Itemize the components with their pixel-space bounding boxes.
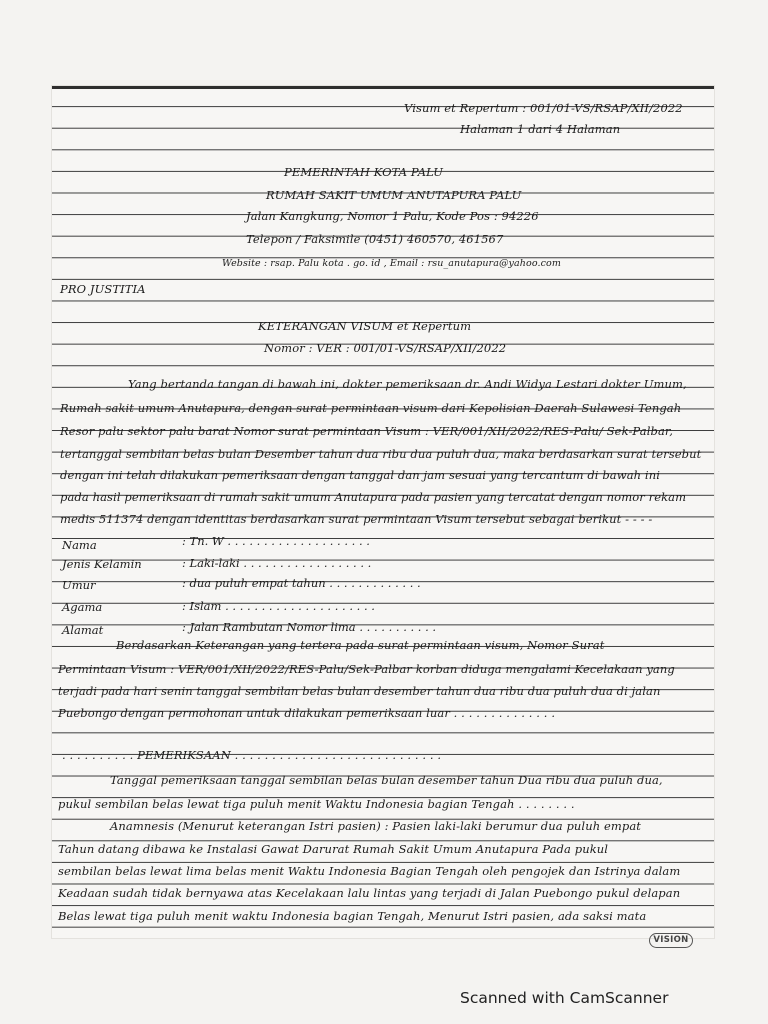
- page-number: Halaman 1 dari 4 Halaman: [460, 122, 621, 136]
- intro-line: tertanggal sembilan belas bulan Desember tahun dua ribu dua puluh dua, maka berdasarkan surat tersebut: [60, 447, 702, 461]
- body-line: terjadi pada hari senin tanggal sembilan belas bulan desember tahun dua ribu dua puluh dua di jalan: [58, 684, 661, 698]
- body-line: Permintaan Visum : VER/001/XII/2022/RES-Palu/Sek-Palbar korban diduga mengalami Kecelakaan yang: [58, 662, 675, 676]
- exam-line: Keadaan sudah tidak bernyawa atas Kecelakaan lalu lintas yang terjadi di Jalan Puebongo pukul delapan: [58, 886, 681, 900]
- identity-value: : Islam . . . . . . . . . . . . . . . . . . . . .: [182, 599, 375, 613]
- identity-value: : Tn. W . . . . . . . . . . . . . . . . . . . .: [182, 534, 370, 548]
- hospital-web: Website : rsap. Palu kota . go. id , Email : rsu_anutapura@yahoo.com: [222, 258, 561, 269]
- pro-justitia: PRO JUSTITIA: [60, 282, 146, 296]
- document-number: Nomor : VER : 001/01-VS/RSAP/XII/2022: [264, 341, 507, 355]
- exam-line: Anamnesis (Menurut keterangan Istri pasien) : Pasien laki-laki berumur dua puluh empat: [110, 819, 642, 833]
- intro-line: medis 511374 dengan identitas berdasarkan surat permintaan Visum tersebut sebagai berikut - - - -: [60, 512, 653, 526]
- intro-line: pada hasil pemeriksaan di rumah sakit umum Anutapura pada pasien yang tercatat dengan nomor rekam: [60, 490, 687, 504]
- hospital-phone: Telepon / Faksimile (0451) 460570, 461567: [246, 232, 504, 246]
- body-line: Berdasarkan Keterangan yang tertera pada surat permintaan visum, Nomor Surat: [116, 638, 605, 652]
- vision-brand-stamp: VISION: [649, 933, 693, 948]
- intro-line: Resor palu sektor palu barat Nomor surat permintaan Visum : VER/001/XII/2022/RES-Palu/ Sek-Palbar,: [60, 424, 673, 438]
- identity-label: Nama: [62, 538, 97, 552]
- intro-line: dengan ini telah dilakukan pemeriksaan dengan tanggal dan jam sesuai yang tercantum di bawah ini: [60, 468, 660, 482]
- identity-label: Jenis Kelamin: [62, 557, 142, 571]
- hospital-name: RUMAH SAKIT UMUM ANUTAPURA PALU: [266, 188, 522, 202]
- body-line: Puebongo dengan permohonan untuk dilakukan pemeriksaan luar . . . . . . . . . . . . . .: [58, 706, 556, 720]
- identity-label: Agama: [62, 600, 103, 614]
- exam-line: Tanggal pemeriksaan tanggal sembilan belas bulan desember tahun Dua ribu dua puluh dua,: [110, 773, 663, 787]
- exam-line: Tahun datang dibawa ke Instalasi Gawat Darurat Rumah Sakit Umum Anutapura Pada pukul: [58, 842, 609, 856]
- identity-value: : Laki-laki . . . . . . . . . . . . . . . . . .: [182, 556, 372, 570]
- section-title-pemeriksaan: . . . . . . . . . . PEMERIKSAAN . . . . . . . . . . . . . . . . . . . . . . . . . . . .: [62, 748, 442, 762]
- exam-line: Belas lewat tiga puluh menit waktu Indonesia bagian Tengah, Menurut Istri pasien, ada saksi mata: [58, 909, 647, 923]
- identity-label: Umur: [62, 578, 96, 592]
- hospital-address: Jalan Kangkung, Nomor 1 Palu, Kode Pos : 94226: [246, 209, 539, 223]
- government-name: PEMERINTAH KOTA PALU: [284, 165, 443, 179]
- exam-line: pukul sembilan belas lewat tiga puluh menit Waktu Indonesia bagian Tengah . . . . . . . .: [58, 797, 575, 811]
- identity-value: : dua puluh empat tahun . . . . . . . . . . . . .: [182, 576, 421, 590]
- camscanner-watermark: Scanned with CamScanner: [460, 989, 669, 1007]
- identity-value: : Jalan Rambutan Nomor lima . . . . . . . . . . .: [182, 620, 437, 634]
- intro-line: Yang bertanda tangan di bawah ini, dokter pemeriksaan dr. Andi Widya Lestari dokter Umum,: [128, 377, 687, 391]
- identity-label: Alamat: [62, 623, 104, 637]
- exam-line: sembilan belas lewat lima belas menit Waktu Indonesia Bagian Tengah oleh pengojek dan Istrinya dalam: [58, 864, 681, 878]
- intro-line: Rumah sakit umum Anutapura, dengan surat permintaan visum dari Kepolisian Daerah Sulawesi Tengah: [60, 401, 682, 415]
- document-title: KETERANGAN VISUM et Repertum: [258, 319, 472, 333]
- visum-reference: Visum et Repertum : 001/01-VS/RSAP/XII/2022: [404, 101, 683, 115]
